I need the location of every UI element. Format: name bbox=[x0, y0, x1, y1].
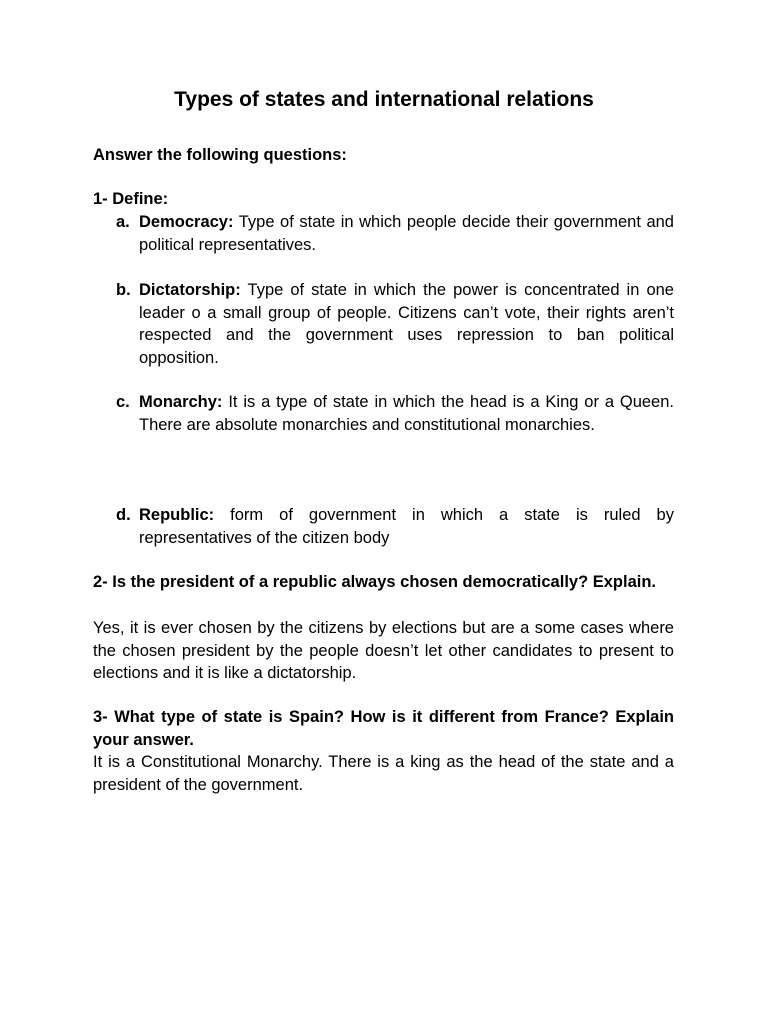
definition-term: Democracy: bbox=[139, 213, 234, 231]
definition-body bbox=[139, 391, 674, 436]
list-marker: b. bbox=[116, 281, 131, 299]
list-marker: a. bbox=[116, 213, 130, 231]
definition-text: Type of state in which the power is concentrated in one leader o a small group of people. Citizens can’t vote, their rights aren’t respected and the government uses repression to ban political opposition. bbox=[139, 281, 674, 367]
question-3-heading: 3- What type of state is Spain? How is it different from France? Explain your answer. bbox=[93, 708, 674, 749]
question-1-heading: 1- Define: bbox=[93, 190, 169, 208]
definition-term: Republic: bbox=[139, 506, 215, 524]
list-marker: d. bbox=[116, 506, 131, 524]
definition-term: Monarchy: bbox=[139, 393, 223, 411]
definition-item-monarchy bbox=[116, 391, 674, 436]
question-2-heading: 2- Is the president of a republic always chosen democratically? Explain. bbox=[93, 573, 657, 591]
definition-item-democracy bbox=[116, 211, 674, 256]
question-2-answer: Yes, it is ever chosen by the citizens by elections but are a some cases where the chosen president by the people doesn’t let other candidates to present to elections and it is like a dictatorship. bbox=[93, 619, 674, 682]
definition-item-dictatorship bbox=[116, 279, 674, 369]
instructions-heading: Answer the following questions: bbox=[93, 146, 347, 164]
definition-text: Type of state in which people decide their government and political representatives. bbox=[139, 213, 674, 254]
question-3-answer: It is a Constitutional Monarchy. There is a king as the head of the state and a president of the government. bbox=[93, 753, 674, 794]
definition-body bbox=[139, 279, 674, 369]
definition-body bbox=[139, 211, 674, 256]
definition-text: It is a type of state in which the head is a King or a Queen. There are absolute monarchies and constitutional monarchies. bbox=[139, 393, 674, 434]
list-marker: c. bbox=[116, 393, 130, 411]
definition-text: form of government in which a state is ruled by representatives of the citizen body bbox=[139, 506, 674, 547]
definition-term: Dictatorship: bbox=[139, 281, 241, 299]
definition-body bbox=[139, 504, 674, 549]
definition-item-republic bbox=[116, 504, 674, 549]
document-title: Types of states and international relations bbox=[174, 88, 594, 111]
